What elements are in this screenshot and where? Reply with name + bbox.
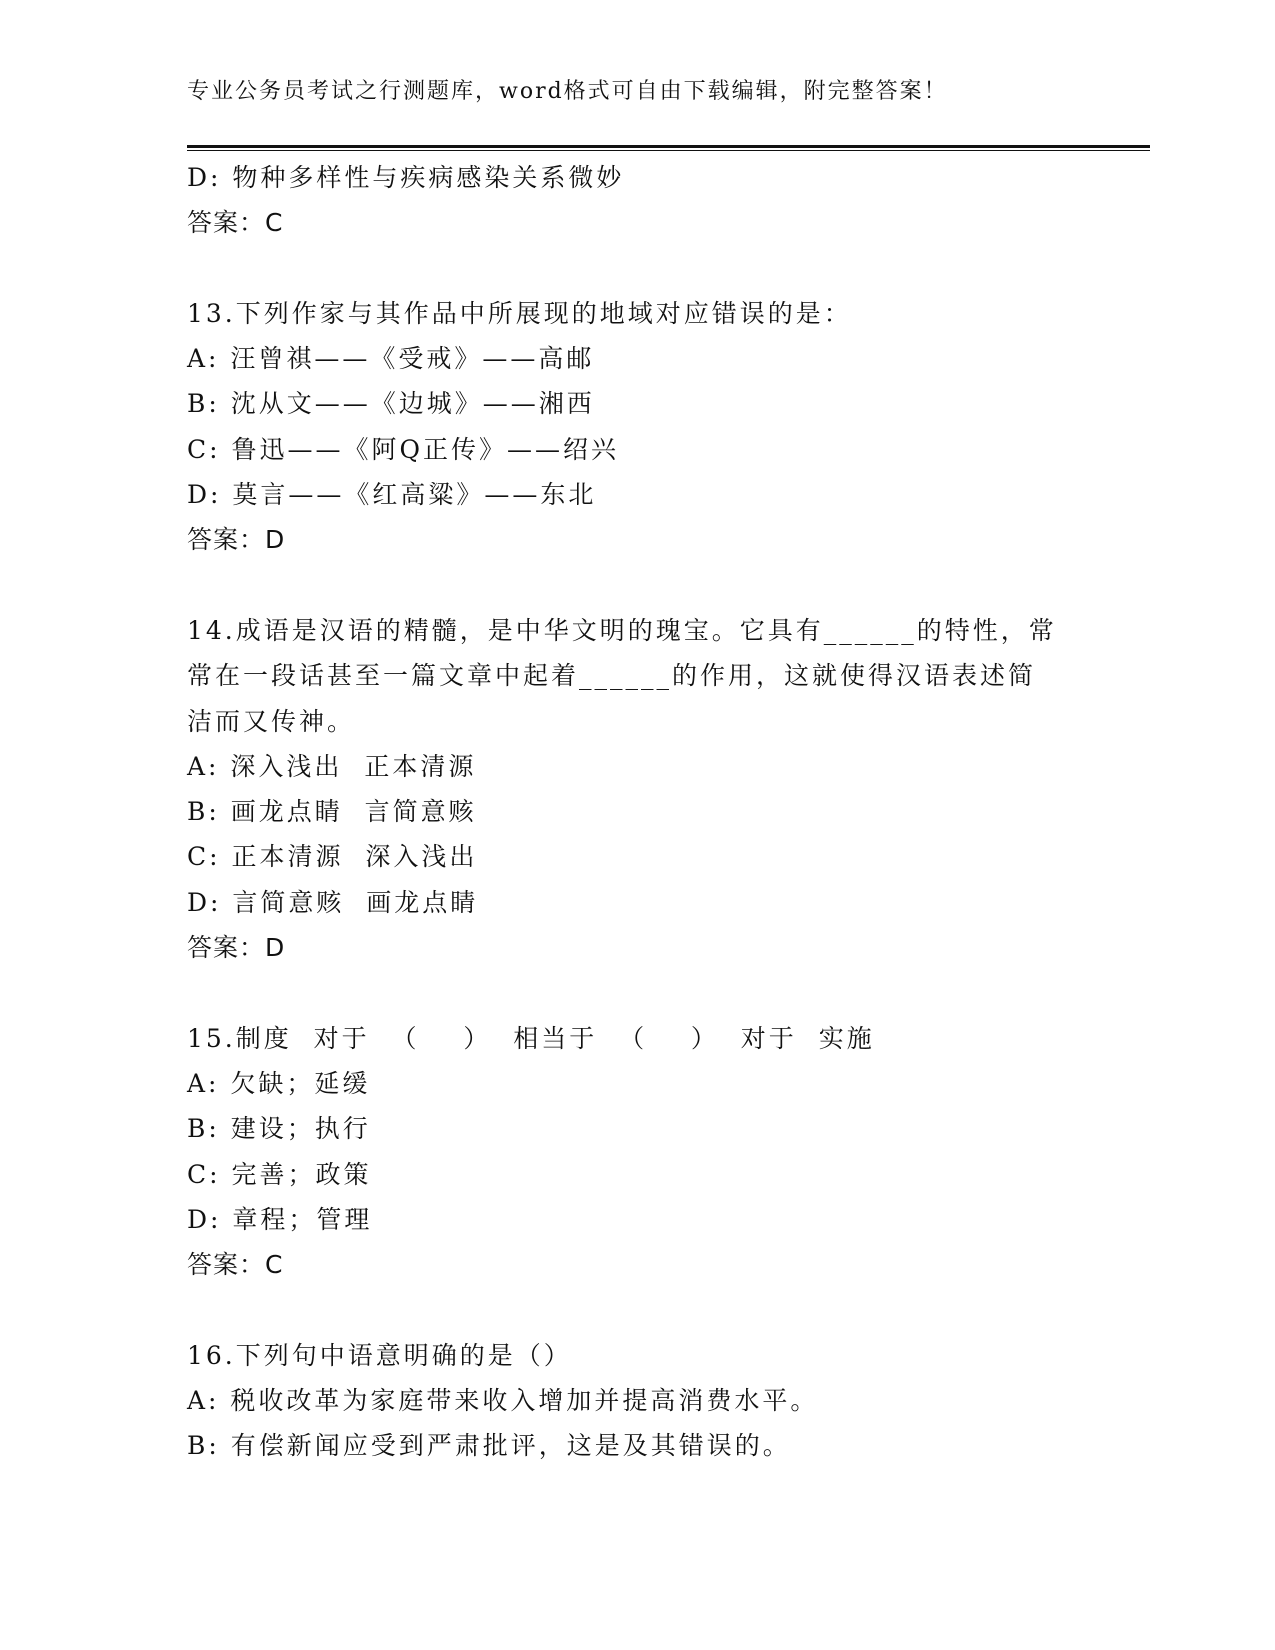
q13-option-d: D: 莫言——《红高粱》——东北: [187, 480, 597, 510]
q15-answer: 答案：C: [187, 1250, 284, 1280]
page-header: 专业公务员考试之行测题库，word格式可自由下载编辑，附完整答案！: [187, 79, 948, 104]
q15-option-b: B: 建设；执行: [187, 1114, 371, 1144]
q14-option-a: A: 深入浅出 正本清源: [187, 751, 477, 781]
header-rule-thick: [187, 145, 1150, 148]
question-content: [187, 155, 1087, 1469]
q14-stem-line-2: 常在一段话甚至一篇文章中起着______的作用，这就使得汉语表述简: [187, 661, 1037, 691]
q16-option-a: A: 税收改革为家庭带来收入增加并提高消费水平。: [187, 1386, 819, 1416]
q16-option-b: B: 有偿新闻应受到严肃批评，这是及其错误的。: [187, 1431, 791, 1461]
q15-option-c: C: 完善；政策: [187, 1159, 372, 1189]
q13-option-a: A: 汪曾祺——《受戒》——高邮: [187, 344, 595, 374]
q13-answer: 答案：D: [187, 525, 286, 555]
q14-option-b: B: 画龙点睛 言简意赅: [187, 797, 477, 827]
q13-stem: 13.下列作家与其作品中所展现的地域对应错误的是：: [187, 298, 852, 328]
q15-option-a: A: 欠缺；延缓: [187, 1068, 371, 1098]
spacer: [187, 970, 1087, 1015]
q14-option-d: D: 言简意赅 画龙点睛: [187, 887, 479, 917]
prev-option-d: D: 物种多样性与疾病感染关系微妙: [187, 163, 625, 192]
q14-option-c: C: 正本清源 深入浅出: [187, 842, 478, 872]
spacer: [187, 246, 1087, 291]
spacer: [187, 563, 1087, 608]
q14-stem-line-3: 洁而又传神。: [187, 706, 356, 736]
q15-option-d: D: 章程；管理: [187, 1204, 373, 1234]
q13-option-c: C: 鲁迅——《阿Q正传》——绍兴: [187, 434, 619, 464]
q14-answer: 答案：D: [187, 933, 286, 963]
q14-stem-line-1: 14.成语是汉语的精髓，是中华文明的瑰宝。它具有______的特性，常: [187, 615, 1057, 645]
q13-option-b: B: 沈从文——《边城》——湘西: [187, 389, 595, 419]
prev-answer: 答案：C: [187, 208, 284, 238]
q15-stem: 15.制度 对于 （ ） 相当于 （ ） 对于 实施: [187, 1023, 875, 1053]
header-rule-thin: [187, 150, 1150, 151]
spacer: [187, 1287, 1087, 1332]
q16-stem: 16.下列句中语意明确的是（）: [187, 1340, 572, 1370]
